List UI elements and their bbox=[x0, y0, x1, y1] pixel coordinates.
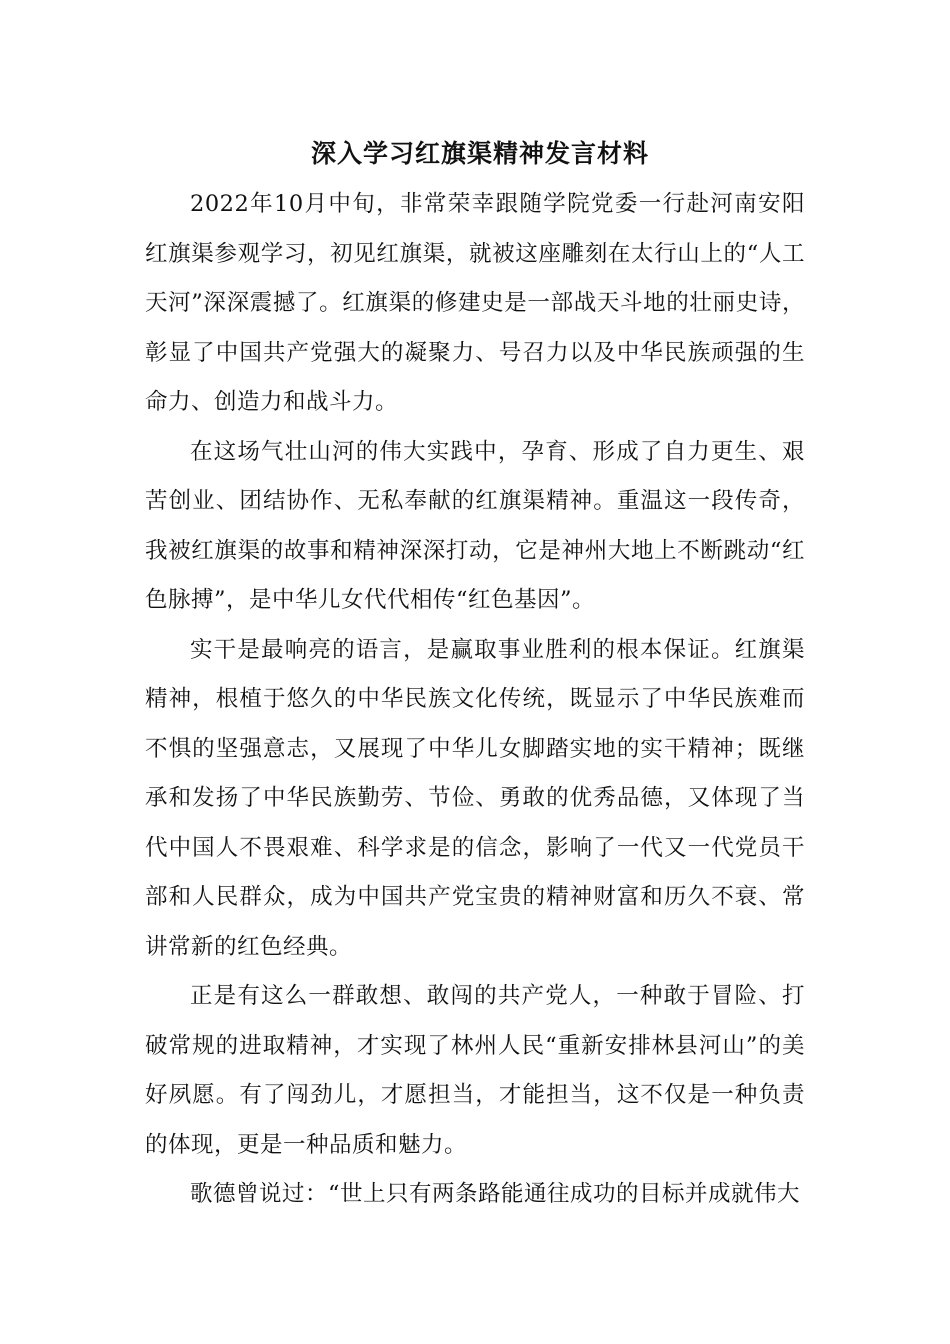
document-title: 深入学习红旗渠精神发言材料 bbox=[310, 139, 649, 168]
paragraph-4: 正是有这么一群敢想、敢闯的共产党人，一种敢于冒险、打破常规的进取精神，才实现了林州人民“重新安排林县河山”的美好夙愿。有了闯劲儿，才愿担当，才能担当，这不仅是一种负责的体现，更是一种品质和魅力。 bbox=[145, 983, 805, 1158]
document-page bbox=[145, 128, 805, 1220]
paragraph-2: 在这场气壮山河的伟大实践中，孕育、形成了自力更生、艰苦创业、团结协作、无私奉献的红旗渠精神。重温这一段传奇，我被红旗渠的故事和精神深深打动，它是神州大地上不断跳动“红色脉搏”，是中华儿女代代相传“红色基因”。 bbox=[145, 438, 805, 613]
paragraph-1: 2022年10月中旬，非常荣幸跟随学院党委一行赴河南安阳红旗渠参观学习，初见红旗渠，就被这座雕刻在太行山上的“人工天河”深深震撼了。红旗渠的修建史是一部战天斗地的壮丽史诗，彰显了中国共产党强大的凝聚力、号召力以及中华民族顽强的生命力、创造力和战斗力。 bbox=[145, 191, 805, 415]
paragraph-3: 实干是最响亮的语言，是赢取事业胜利的根本保证。红旗渠精神，根植于悠久的中华民族文化传统，既显示了中华民族难而不惧的坚强意志，又展现了中华儿女脚踏实地的实干精神；既继承和发扬了中华民族勤劳、节俭、勇敢的优秀品德，又体现了当代中国人不畏艰难、科学求是的信念，影响了一代又一代党员干部和人民群众，成为中国共产党宝贵的精神财富和历久不衰、常讲常新的红色经典。 bbox=[145, 636, 805, 960]
paragraph-5: 歌德曾说过：“世上只有两条路能通往成功的目标并成就伟大 bbox=[190, 1181, 801, 1207]
